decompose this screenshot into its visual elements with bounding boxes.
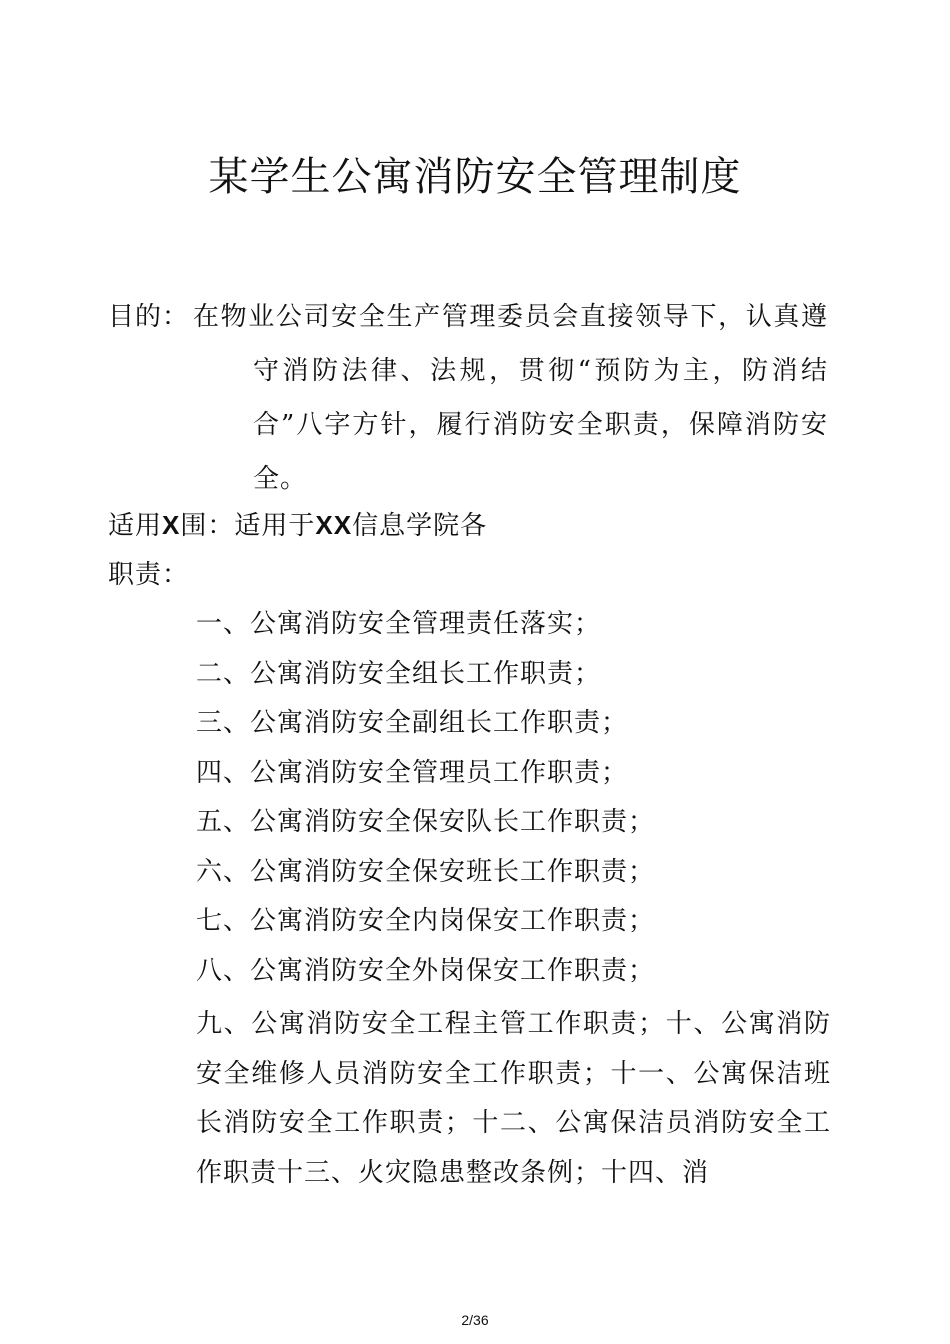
purpose-text: 在物业公司安全生产管理委员会直接领导下，认真遵守消防法律、法规，贯彻“预防为主，防消结合”八字方针，履行消防安全职责，保障消防安全。 [193, 302, 828, 494]
list-item: 三、公寓消防安全副组长工作职责； [196, 708, 629, 738]
scope-label-part2: 围：适用于 [180, 511, 316, 541]
duties-label: 职责： [108, 560, 190, 590]
list-item: 二、公寓消防安全组长工作职责； [196, 658, 602, 689]
list-item: 四、公寓消防安全管理员工作职责； [196, 757, 629, 788]
list-item: 六、公寓消防安全保安班长工作职责； [196, 856, 656, 887]
scope-section [108, 500, 487, 551]
scope-label-bold: X [162, 510, 181, 540]
list-item: 八、公寓消防安全外岗保安工作职责； [196, 955, 656, 986]
scope-label-part1: 适用 [108, 511, 163, 541]
document-title: 某学生公寓消防安全管理制度 [208, 153, 742, 200]
scope-value-rest: 信息学院各 [352, 511, 488, 541]
scope-value-bold: XX [315, 510, 353, 540]
list-item: 五、公寓消防安全保安队长工作职责； [196, 807, 656, 837]
purpose-label: 目的： [108, 302, 190, 332]
duties-list [196, 600, 836, 996]
list-item: 七、公寓消防安全内岗保安工作职责； [196, 906, 656, 936]
page-number: 2/36 [461, 1312, 489, 1328]
duties-paragraph: 九、公寓消防安全工程主管工作职责；十、公寓消防安全维修人员消防安全工作职责；十一、公寓保洁班长消防安全工作职责；十二、公寓保洁员消防安全工作职责十三、火灾隐患整改条例；十四、消 [196, 1009, 831, 1188]
list-item: 一、公寓消防安全管理责任落实； [196, 609, 602, 639]
